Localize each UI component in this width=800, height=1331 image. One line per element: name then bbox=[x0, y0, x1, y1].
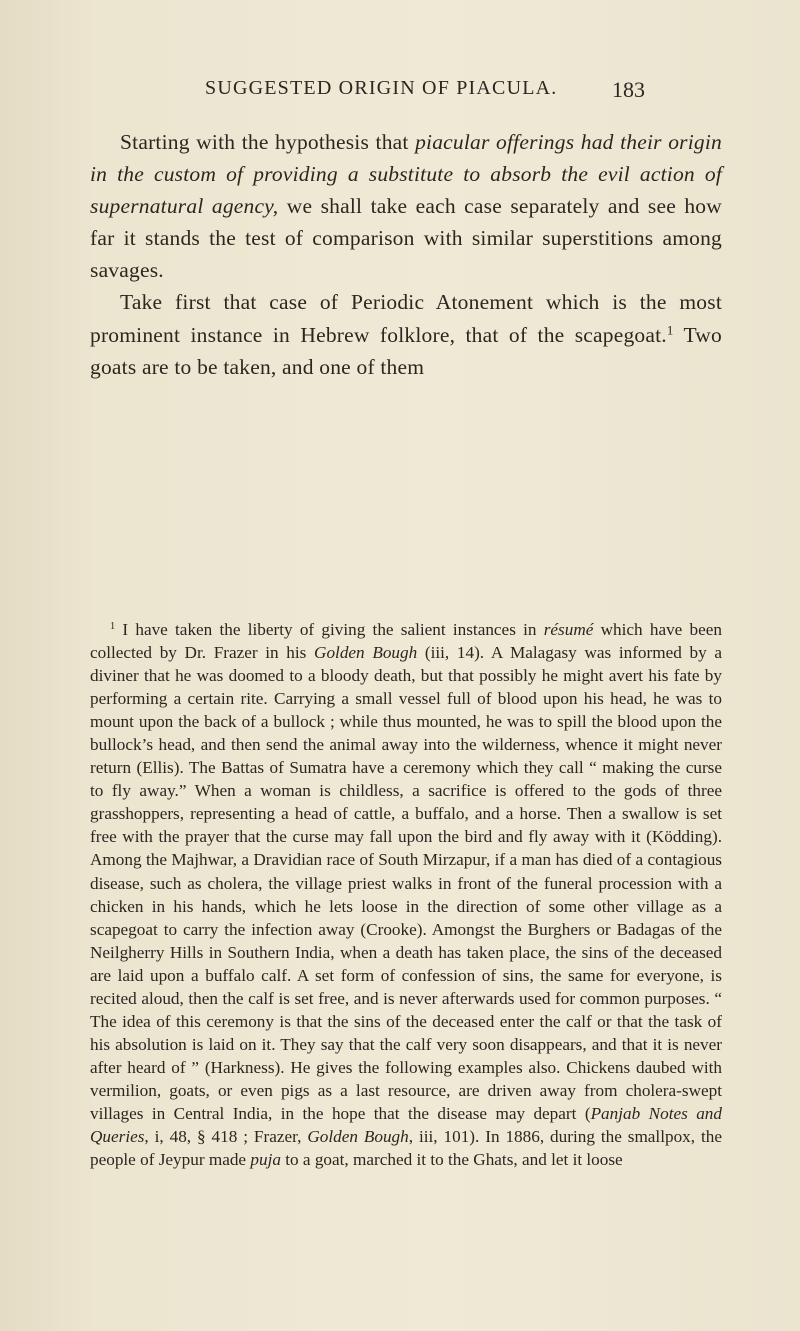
paragraph-scapegoat bbox=[90, 286, 722, 382]
text-span: we shall take each case separately and see how far it stands the test of comparison with similar superstitions among savages. bbox=[90, 194, 722, 283]
italic-phrase: piacular offerings had their origin in the custom of providing a substitute to absorb the evil action of supernatural agency, bbox=[90, 130, 722, 219]
italic-term: puja bbox=[250, 1150, 281, 1170]
page-header bbox=[0, 77, 800, 107]
italic-term: résumé bbox=[543, 620, 594, 639]
text-span: Take first that case of Periodic Atonement which is the most prominent instance in Hebrew folklore, that of the scapegoat. bbox=[90, 290, 722, 347]
text-span: , i, 48, § 418 ; Frazer, bbox=[144, 1127, 308, 1147]
footnote-paragraph bbox=[90, 618, 722, 1171]
text-span: , iii, 101). In 1886, during the smallpox, the people of Jeypur made bbox=[90, 1127, 722, 1170]
book-title: Panjab Notes and Queries bbox=[90, 1103, 722, 1147]
text-span: I have taken the liberty of giving the salient instances in bbox=[115, 620, 544, 639]
text-span: Two goats are to be taken, and one of them bbox=[90, 322, 722, 379]
footnote-marker: 1 bbox=[110, 620, 116, 632]
main-text bbox=[90, 126, 722, 383]
page-number: 183 bbox=[612, 77, 645, 102]
text-span: to a goat, marched it to the Ghats, and let it loose bbox=[280, 1150, 623, 1170]
running-head: SUGGESTED ORIGIN OF PIACULA. bbox=[205, 77, 558, 99]
text-span: Starting with the hypothesis that bbox=[120, 130, 416, 154]
text-span: (iii, 14). A Malagasy was informed by a diviner that he was doomed to a bloody death, but that possibly he might avert his fate by performing a certain rite. Carrying a small vessel full of blood upon his head, he was to mount upon the back of a bullock ; while thus mounted, he was to spill the blood upon the bullock’s head, and then send the animal away into the wilderness, whence it might never return (Ellis). The Battas of Sumatra have a ceremony which they call “ making the curse to fly away.” When a woman is childless, a sacrifice is offered to the gods of three grasshoppers, representing a head of cattle, a buffalo, and a horse. Then a swallow is set free with the prayer that the curse may fall upon the bird and fly away with it (Ködding). Among the Majhwar, a Dravidian race of South Mirzapur, if a man has died of a contagious disease, such as cholera, the village priest walks in front of the funeral procession with a chicken in his hands, which he lets loose in the direction of some other village as a scapegoat to carry the infection away (Crooke). Amongst the Burghers or Badagas of the Neilgherry Hills in Southern India, when a death has taken place, the sins of the deceased are laid upon a buffalo calf. A set form of confession of sins, the same for everyone, is recited aloud, then the calf is set free, and is never afterwards used for common purposes. “ The idea of this ceremony is that the sins of the deceased enter the calf or that the task of his absolution is laid on it. They say that the calf very soon disappears, and that it is never after heard of ” (Harkness). He gives the following examples also. Chickens daubed with vermilion, goats, or even pigs as a last resource, are driven away from cholera-swept villages in Central India, in the hope that the disease may depart ( bbox=[90, 643, 722, 1123]
footnote-reference: 1 bbox=[666, 322, 674, 337]
text-span: which have been collected by Dr. Frazer in his bbox=[90, 620, 722, 663]
footnote bbox=[90, 618, 722, 1171]
book-title: Golden Bough bbox=[307, 1127, 409, 1147]
book-title: Golden Bough bbox=[314, 643, 418, 663]
paragraph-hypothesis bbox=[90, 126, 722, 286]
